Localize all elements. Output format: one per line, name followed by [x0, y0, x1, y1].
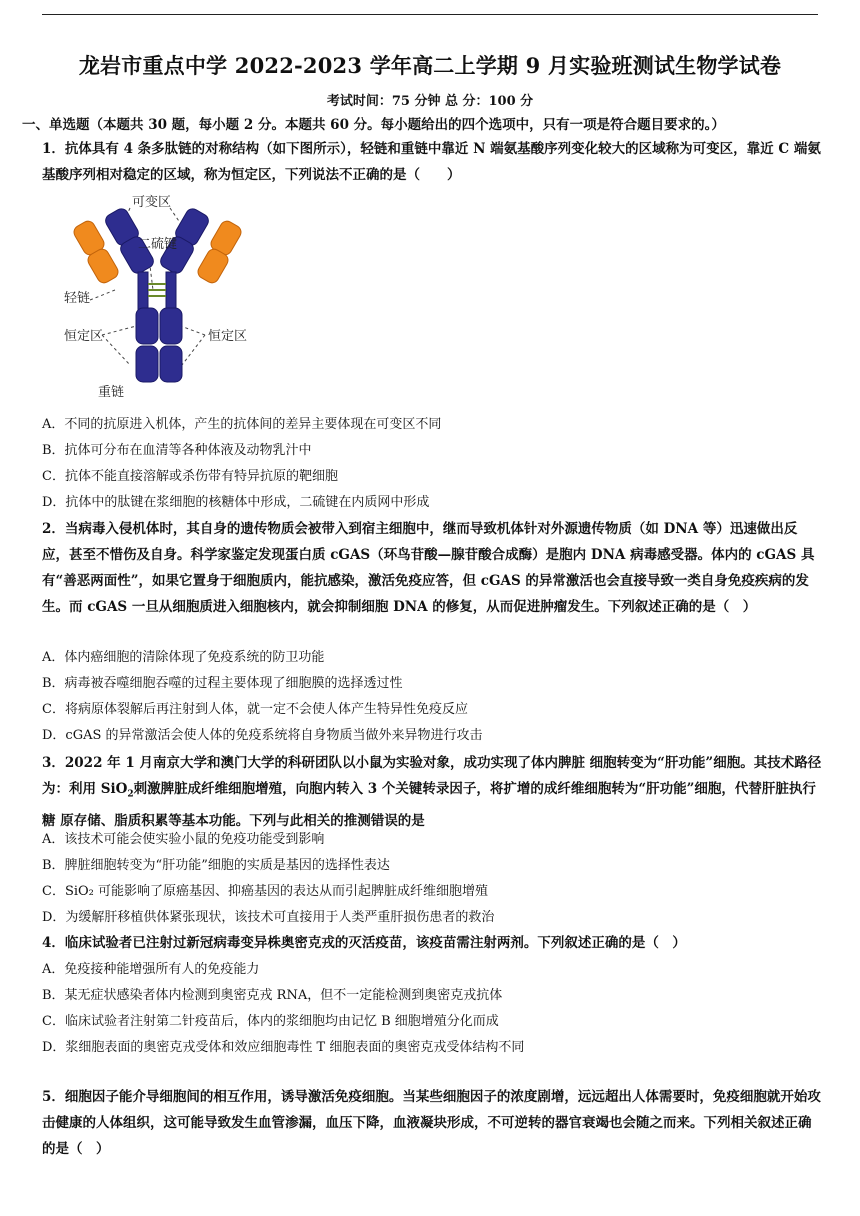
q4-option-a: A．免疫接种能增强所有人的免疫能力: [42, 962, 260, 977]
label-variable-region: 可变区: [132, 195, 172, 210]
q3-option-d: D．为缓解肝移植供体紧张现状，该技术可直接用于人类严重肝损伤患者的救治: [42, 910, 495, 925]
question-2-stem: 2．当病毒入侵机体时，其自身的遗传物质会被带入到宿主细胞中，继而导致机体针对外源遗传物质（如 DNA 等）迅速做出反应，甚至不惜伤及自身。科学家鉴定发现蛋白质 cGAS（环鸟苷酸—腺苷酸合成酶）是胞内 DNA 病毒感受器。体内的 cGAS 具有“善恶两面性”，如果它置身于细胞质内，能抗感染，激活免疫应答，但 cGAS 的异常激活也会直接导致一类自身免疫疾病的发生。而 cGAS 一旦从细胞质进入细胞核内，就会抑制细胞 DNA 的修复，从而促进肿瘤发生。下列叙述正确的是（ ）: [42, 521, 815, 615]
header-rule: [42, 14, 818, 15]
q4-option-d: D．浆细胞表面的奥密克戎受体和效应细胞毒性 T 细胞表面的奥密克戎受体结构不同: [42, 1040, 525, 1055]
q1-option-c: C．抗体不能直接溶解或杀伤带有特异抗原的靶细胞: [42, 469, 338, 484]
q1-option-b: B．抗体可分布在血清等各种体液及动物乳汁中: [42, 443, 312, 458]
question-3-stem: 3．2022 年 1 月南京大学和澳门大学的科研团队以小鼠为实验对象，成功实现了体内脾脏 细胞转变为“肝功能”细胞。其技术路径为：利用 SiO$_2$刺激脾脏成纤维细胞增殖，向胞内转入 3 个关键转录因子，将扩增的成纤维细胞转为“肝功能”细胞，代替肝脏执行糖 原存储、脂质积累等基本功能。下列与此相关的推测错误的是: [42, 755, 822, 829]
q1-option-a: A．不同的抗原进入机体，产生的抗体间的差异主要体现在可变区不同: [42, 417, 442, 432]
q3-option-c: C．SiO₂ 可能影响了原癌基因、抑癌基因的表达从而引起脾脏成纤维细胞增殖: [42, 884, 489, 899]
section-heading: 一、单选题（本题共 30 题，每小题 2 分。本题共 60 分。每小题给出的四个选项中，只有一项是符合题目要求的。）: [22, 117, 725, 133]
question-1-stem: 1．抗体具有 4 条多肽链的对称结构（如下图所示），轻链和重链中靠近 N 端氨基酸序列变化较大的区域称为可变区，靠近 C 端氨基酸序列相对稳定的区域，称为恒定区，下列说法不正确的是（ ）: [42, 141, 821, 183]
q1-option-d: D．抗体中的肽键在浆细胞的核糖体中形成，二硫键在内质网中形成: [42, 495, 430, 510]
label-constant-region-right: 恒定区: [208, 329, 248, 344]
label-heavy-chain: 重链: [98, 385, 125, 400]
label-disulfide-bond: 二硫键: [138, 237, 178, 252]
q2-option-d: D．cGAS 的异常激活会使人体的免疫系统将自身物质当做外来异物进行攻击: [42, 728, 483, 743]
exam-title: 龙岩市重点中学 2022-2023 学年高二上学期 9 月实验班测试生物学试卷: [78, 53, 782, 78]
q4-option-c: C．临床试验者注射第二针疫苗后，体内的浆细胞均由记忆 B 细胞增殖分化而成: [42, 1014, 499, 1029]
exam-info: 考试时间：75 分钟 总 分：100 分: [326, 94, 534, 109]
label-light-chain: 轻链: [64, 291, 91, 306]
q2-option-b: B．病毒被吞噬细胞吞噬的过程主要体现了细胞膜的选择透过性: [42, 676, 403, 691]
question-5-stem: 5．细胞因子能介导细胞间的相互作用，诱导激活免疫细胞。当某些细胞因子的浓度剧增，远远超出人体需要时，免疫细胞就开始攻击健康的人体组织，这可能导致发生血管渗漏，血压下降，血液凝块形成，不可逆转的器官衰竭也会随之而来。下列相关叙述正确的是（ ）: [42, 1089, 821, 1157]
q2-option-c: C．将病原体裂解后再注射到人体，就一定不会使人体产生特异性免疫反应: [42, 702, 468, 717]
q3-option-b: B．脾脏细胞转变为“肝功能”细胞的实质是基因的选择性表达: [42, 858, 390, 873]
question-4-stem: 4．临床试验者已注射过新冠病毒变异株奥密克戎的灭活疫苗，该疫苗需注射两剂。下列叙述正确的是（ ）: [42, 935, 686, 951]
q3-option-a: A．该技术可能会使实验小鼠的免疫功能受到影响: [42, 832, 325, 847]
q2-option-a: A．体内癌细胞的清除体现了免疫系统的防卫功能: [42, 650, 325, 665]
q4-option-b: B．某无症状感染者体内检测到奥密克戎 RNA，但不一定能检测到奥密克戎抗体: [42, 988, 503, 1003]
label-constant-region-left: 恒定区: [64, 329, 104, 344]
antibody-diagram: [60, 190, 270, 410]
